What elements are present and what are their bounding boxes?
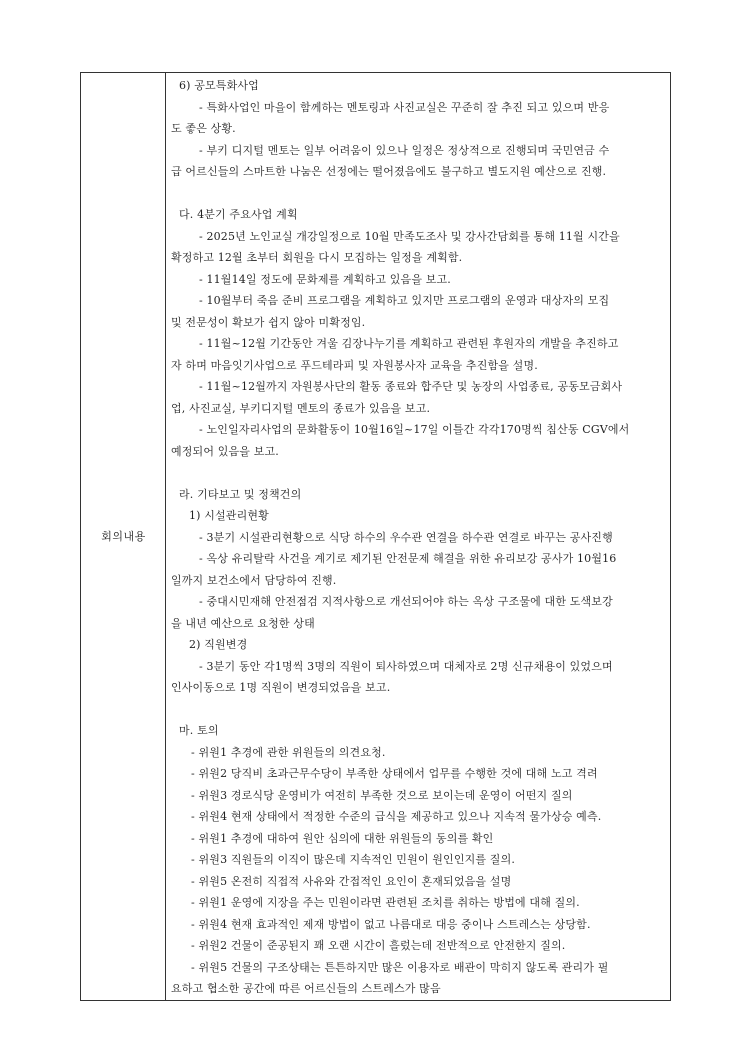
text-line: 도 좋은 상황. [171,122,236,135]
text-line: - 3분기 시설관리현황으로 식당 하수의 우수관 연결을 하수관 연결로 바꾸는 공사진행 [199,530,613,544]
meeting-content-table [80,72,671,1001]
discussion-item: - 위원2 건물이 준공된지 꽤 오랜 시간이 흘렀는데 전반적으로 안전한지 질의. [191,939,566,952]
discussion-item: - 위원1 추경에 대하여 원안 심의에 대한 위원들의 동의를 확인 [191,831,494,845]
text-line: - 옥상 유리탈락 사건을 계기로 제기된 안전문제 해결을 위한 유리보강 공사가 10월16 [199,552,617,565]
discussion-item: - 위원5 건물의 구조상태는 튼튼하지만 많은 이용자로 배관이 막히지 않도록 관리가 필 [191,960,609,974]
discussion-item: - 위원3 경로식당 운영비가 여전히 부족한 것으로 보이는데 운영이 어떤지 질의 [191,788,573,802]
discussion-item: - 위원1 추경에 관한 위원들의 의견요청. [191,745,386,759]
text-line: - 3분기 동안 각1명씩 3명의 직원이 퇴사하였으며 대체자로 2명 신규채용이 있었으며 [199,659,613,673]
content-cell [167,73,670,1000]
text-line: - 10월부터 죽음 준비 프로그램을 계획하고 있지만 프로그램의 운영과 대상자의 모집 [199,294,610,307]
text-line: 예정되어 있음을 보고. [171,444,279,458]
section-ma-heading: 마. 토의 [179,724,219,737]
text-line: 및 전문성이 확보가 쉽지 않아 미확정임. [171,315,366,329]
spacer [169,699,668,721]
spacer [169,183,668,205]
subsection-heading: 2) 직원변경 [189,638,248,651]
text-line: - 11월~12월 기간동안 겨울 김장나누기를 계획하고 관련된 후원자의 개발을 추진하고 [199,337,619,350]
text-line: 급 어르신들의 스마트한 나눔은 선정에는 떨어졌음에도 불구하고 별도지원 예산으로 진행. [171,165,607,178]
text-line: 업, 사진교실, 부키디지털 멘토의 종료가 있음을 보고. [171,401,431,415]
text-line: - 11월14일 정도에 문화제를 계획하고 있음을 보고. [199,272,451,286]
text-line: - 특화사업인 마을이 함께하는 멘토링과 사진교실은 꾸준히 잘 추진 되고 있으며 반응 [199,100,610,114]
spacer [169,462,668,484]
text-line: - 11월~12월까지 자원봉사단의 활동 종료와 합주단 및 농장의 사업종료, 공동모금회사 [199,380,623,393]
meeting-content-label: 회의내용 [101,530,146,543]
text-line: - 부키 디지털 멘토는 일부 어려움이 있으나 일정은 정상적으로 진행되며 국민연금 수 [199,143,610,157]
discussion-item: - 위원4 현재 상태에서 적정한 수준의 급식을 제공하고 있으나 지속적 물가상승 예측. [191,810,602,823]
section-ra-heading: 라. 기타보고 및 정책건의 [179,487,302,501]
text-line: 을 내년 예산으로 요청한 상태 [171,616,315,630]
text-line: 인사이동으로 1명 직원이 변경되었음을 보고. [171,681,391,694]
text-line: - 노인일자리사업의 문화활동이 10월16일~17일 이틀간 각각170명씩 침산동 CGV에서 [199,423,630,436]
section-6-heading: 6) 공모특화사업 [179,79,259,92]
discussion-item: - 위원4 현재 효과적인 제재 방법이 없고 나름대로 대응 중이나 스트레스는 상당함. [191,917,591,931]
discussion-item: - 위원5 온전히 직접적 사유와 간접적인 요인이 혼재되었음을 설명 [191,874,512,888]
text-line: 일까지 보건소에서 담당하여 진행. [171,573,337,587]
subsection-heading: 1) 시설관리현황 [189,509,269,522]
discussion-item: - 위원3 직원들의 이직이 많은데 지속적인 민원이 원인인지를 질의. [191,853,516,866]
text-line: 요하고 협소한 공간에 따른 어르신들의 스트레스가 많음 [171,982,441,995]
discussion-item: - 위원1 운영에 지장을 주는 민원이라면 관련된 조치를 취하는 방법에 대해 질의. [191,896,580,909]
label-cell [81,73,166,1000]
section-da-heading: 다. 4분기 주요사업 계획 [179,208,298,221]
text-line: 자 하며 마음잇기사업으로 푸드테라피 및 자원봉사자 교육을 추진함을 설명. [171,358,538,372]
text-line: 확정하고 12월 초부터 회원을 다시 모집하는 일정을 계획함. [171,251,463,264]
text-line: - 2025년 노인교실 개강일정으로 10월 만족도조사 및 강사간담회를 통해 11월 시간을 [199,229,620,243]
text-line: - 중대시민재해 안전점검 지적사항으로 개선되어야 하는 옥상 구조물에 대한 도색보강 [199,595,613,608]
discussion-item: - 위원2 당직비 초과근무수당이 부족한 상태에서 업무를 수행한 것에 대해 노고 격려 [191,767,598,780]
